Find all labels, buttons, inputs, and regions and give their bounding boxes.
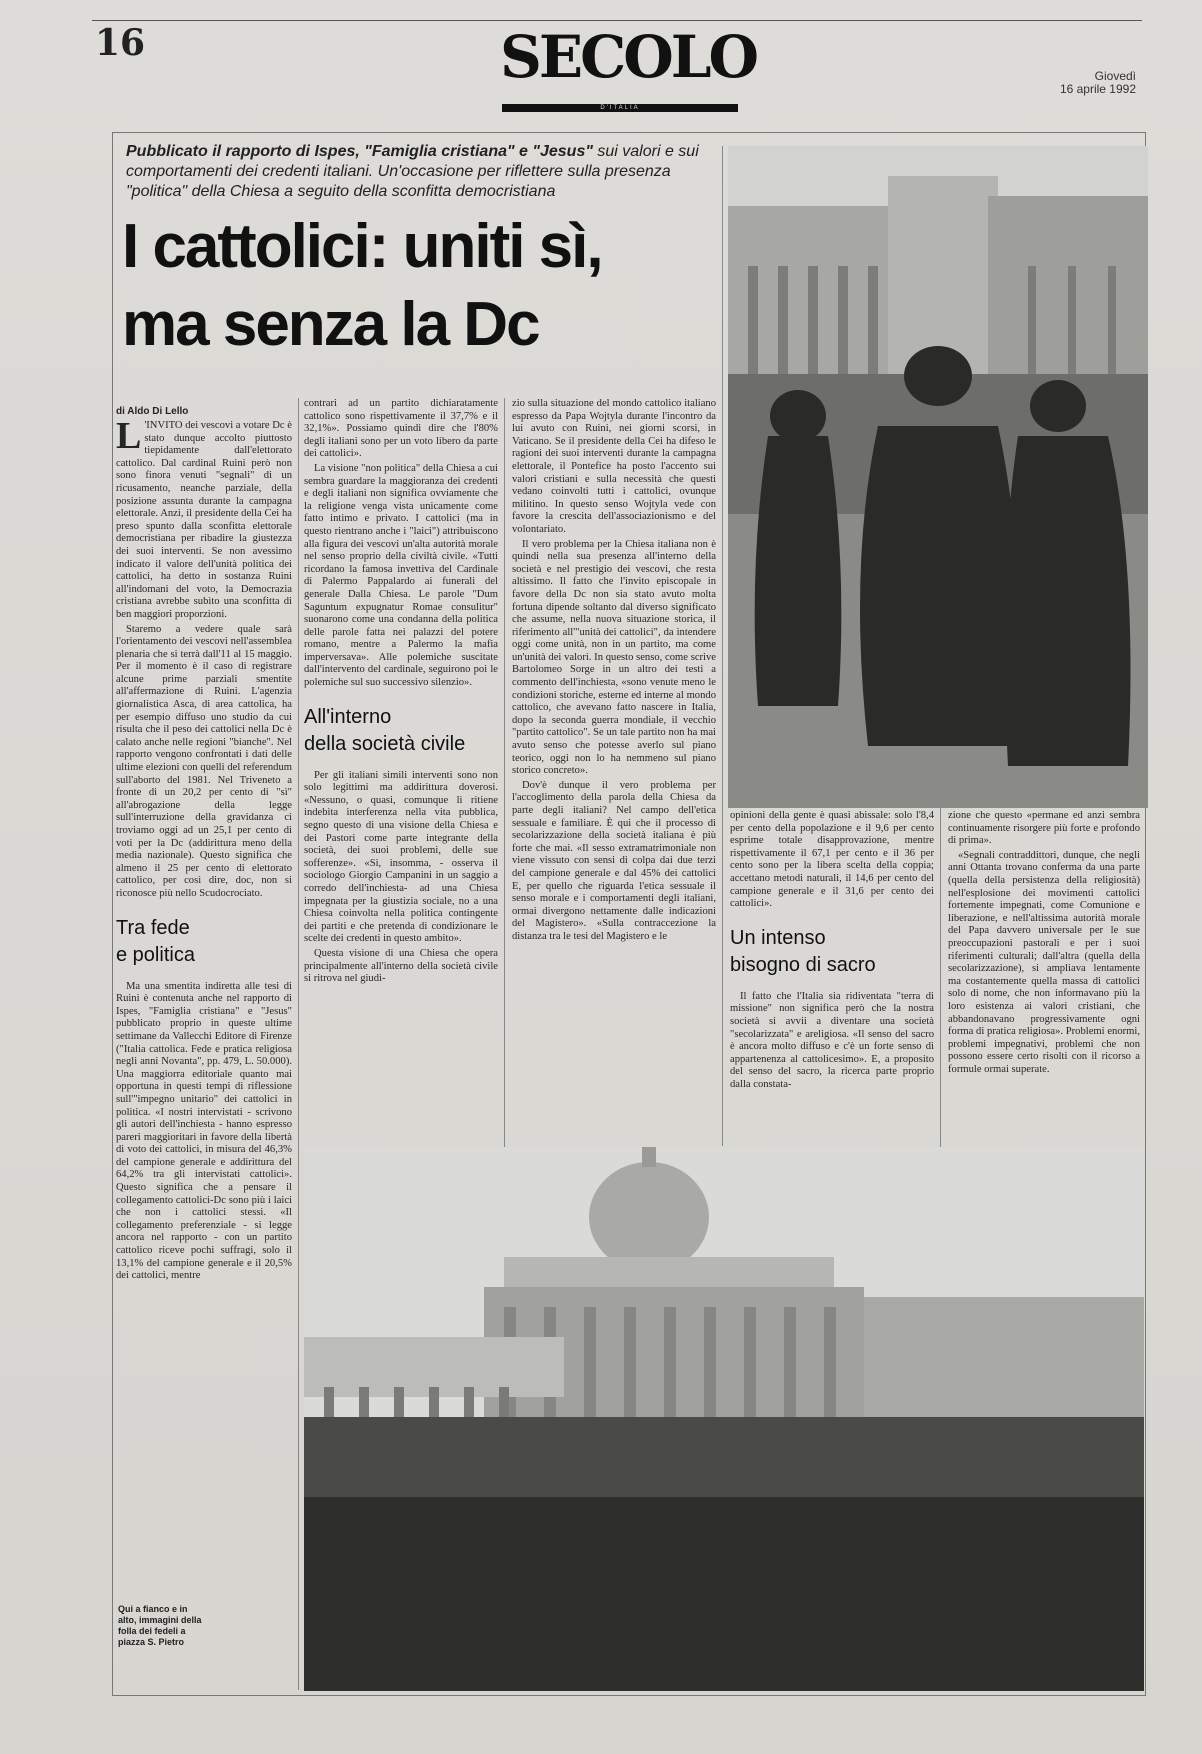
paragraph: Il vero problema per la Chiesa italiana non è quindi nella sua presenza all'interno della società e nel prestigio dei vescovi, che resta altissimo. Il fatto che l'invito episcopale in favore della Dc non sia stato avuto molta fortuna dipende soltanto dal diverso significato che assume, nella nuova situazione storica, il riferimento all'"unità dei cattolici", da intendere oggi come unità, non in un partito, ma come un'unità dei valori. In questo senso, come scrive Bartolomeo Sorge in un altro dei testi a commento dell'inchiesta, «sono venute meno le condizioni storiche, esterne ed interne al mondo cattolico, che avevano fatto nascere in Italia, dopo la seconda guerra mondiale, il vecchio "partito cattolico". Se un tale partito non ha mai avuto senso che potesse averlo sul piano teorico, oggi non lo ha nemmeno sul piano storico concreto».: [512, 538, 716, 777]
headline: [122, 208, 722, 364]
date: 16 aprile 1992: [1059, 82, 1136, 96]
paragraph: zione che questo «permane ed anzi sembra continuamente risorgere più forte e profondo di prima».: [948, 810, 1140, 847]
photo-st-peters-basilica-crowd: [304, 1147, 1144, 1691]
dateline: [1060, 70, 1136, 96]
photo-caption: Qui a fianco e in alto, immagini della folla dei fedeli a piazza S. Pietro: [118, 1604, 202, 1647]
paragraph: [116, 420, 292, 622]
subheading-line: Tra fede: [116, 916, 190, 939]
paragraph-text: 'INVITO dei vescovi a votare Dc è stato dunque accolto piuttosto tiepidamente dall'elettorato cattolico. Dal cardinal Ruini però non sono finora venuti "segnali" di un ricusamento, neanche parziale, della posizione assunta durante la campagna elettorale. Anzi, il presidente della Cei ha preso spunto dalla sconfitta elettorale democristiana per ribadire la giustezza dei suoi interventi. Se non avessimo indicato il valore dell'unità politica dei cattolici, ha detto in sostanza Ruini all'indomani del voto, la Democrazia cristiana avrebbe subìto una sconfitta di ben maggiori proporzioni.: [116, 420, 292, 620]
byline: di Aldo Di Lello: [116, 406, 189, 417]
paragraph: La visione "non politica" della Chiesa a cui sembra guardare la maggioranza dei credenti e degli italiani non significa ovviamente che la religione venga vista unicamente come fatto intimo e privato. I cattolici (ma in questo rientrano anche i "laici") attribuiscono alla figura dei vescovi un'alta autorità morale nel senso proprio della civiltà civile. «Tutti ricordano la famosa invettiva del Cardinale di Palermo Pappalardo ai funerali del generale Dalla Chiesa. Le parole "Dum Saguntum expugnatur Romae consulitur" suonarono come una condanna della politica delle parole fatta nei palazzi del potere romano, mentre a Palermo la mafia imperversava». Alle polemiche suscitate dall'intervento del cardinale, seguirono poi le polemiche sul suo successivo silenzio».: [304, 462, 498, 689]
article-column-3: [512, 398, 716, 1130]
paragraph: zio sulla situazione del mondo cattolico italiano espresso da Papa Wojtyla durante l'incontro da lui avuto con Ruini, nei giorni scorsi, in Vaticano. Se il presidente della Cei ha difeso le ragioni dei suoi interventi durante la campagna elettorale, il Pontefice ha posto l'accento sui valori cristiani e sulla necessità che questi vedano coinvolti tutti i cattolici, ovunque militino. In questo senso Wojtyla vede con favore la crescita dell'associazionismo e del volontariato.: [512, 398, 716, 535]
kicker-famiglia-cristiana: "Famiglia cristiana": [364, 143, 515, 160]
subheading-line: della società civile: [304, 732, 466, 755]
headline-line-2: ma senza la Dc: [122, 290, 539, 359]
paragraph: Il fatto che l'Italia sia ridiventata "terra di missione" non significa però che la nostra società si avvii a diventare una società "secolarizzata" e areligiosa. «Il senso del sacro è ancora molto diffuso e c'è un forte senso di appartenenza al cattolicesimo». E, a proposito del senso del sacro, la ricerca parte proprio dalla constata-: [730, 990, 934, 1090]
paragraph: «Segnali contraddittori, dunque, che negli anni Ottanta trovano conferma da una parte (quella della persistenza della religiosità) nell'esplosione dei movimenti cattolici fortemente impegnati, come Comunione e liberazione, e nell'altissima autorità morale del Papa davvero universale per le sue preoccupazioni pastorali e per i suoi riferimenti culturali; dall'altra (quella della secolarizzazione), si ampliava lentamente ma costantemente quella massa di cattolici solo di nome, che non informavano più la loro esistenza ai valori cristiani, che abbandonavano progressivamente ogni forma di pratica religiosa». Problemi enormi, problemi impegnativi, problemi che non possono essere certo risolti con il ricorso a formule ormai superate.: [948, 849, 1140, 1075]
subheading-line: e politica: [116, 943, 195, 966]
subheading: [730, 925, 934, 979]
subheading-line: Un intenso: [730, 926, 826, 949]
column-rule: [504, 398, 505, 1158]
subheading: [304, 704, 498, 758]
column-rule: [298, 398, 299, 1690]
kicker-jesus: "Jesus": [532, 143, 593, 160]
paragraph: Staremo a vedere quale sarà l'orientamento dei vescovi nell'assemblea plenaria che si terrà dall'11 al 15 maggio. Per il momento è il caso di registrare alcune prime parziali smentite all'affermazione di Ruini. L'agenzia giornalistica Asca, di area cattolica, ha per esempio diffuso uno studio da cui risulta che il peso dei cattolici nella Dc è calato anche nelle regioni "bianche". Nel rapporto vengono confrontati i dati delle ultime elezioni con quelli del referendum sull'aborto del 1981. Nel Triveneto a fronte di un 20,2 per cento di "sì" all'abrogazione della legge sull'interruzione della gravidanza ci troviamo oggi ad un 25,1 per cento di voti per la Dc (addirittura meno della media nazionale). Questo significa che almeno il 25 per cento di elettorato cattolico, per così dire, doc, non si riconosce più nello Scudocrociato.: [116, 623, 292, 899]
kicker-rest: sui valori e sui comportamenti dei credenti italiani. Un'occasione per riflettere sulla presenza "politica" della Chiesa a seguito della sconfitta democristiana: [126, 143, 699, 200]
article-kicker: [126, 142, 706, 202]
photo-illustration: [728, 146, 1148, 808]
kicker-and: e: [514, 143, 533, 160]
drop-cap: L: [116, 420, 142, 457]
column-rule: [722, 146, 723, 1146]
page-number: 16: [95, 22, 146, 64]
article-column-2: [304, 398, 498, 1130]
paragraph: opinioni della gente è quasi abissale: solo l'8,4 per cento della popolazione e il 9,6 per cento esprime totale disapprovazione, mentre rispettivamente il 67,1 per cento e il 36 per cento sono per la libera scelta della coppia; accettano metodi naturali, il 14,6 per cento del campione generale e il 31,6 per cento dei cattolici».: [730, 810, 934, 910]
photo-friars-in-st-peters-square: [728, 146, 1148, 808]
paragraph: Dov'è dunque il vero problema per l'accoglimento della parola della Chiesa da parte degli italiani? Nel campo dell'etica sessuale e familiare. È qui che il processo di secolarizzazione della società italiana è più forte che mai. «Il sesso extramatrimoniale non viene vissuto con sensi di colpa dai due terzi del campione generale e dal 45% dei cattolici E, per quello che riguarda l'etica sessuale il senso morale e i comportamenti degli italiani, ormai divergono nettamente dalle indicazioni del Magistero». «Sulla contraccezione la distanza tra le tesi del Magistero e le: [512, 779, 716, 942]
paragraph: contrari ad un partito dichiaratamente cattolico sono rispettivamente il 37,7% e il 32,1%». Possiamo quindi dire che l'80% degli italiani sono per un voto libero da parte dei cattolici».: [304, 398, 498, 460]
paragraph: Questa visione di una Chiesa che opera principalmente all'interno della società civile si ritrova nel giudi-: [304, 947, 498, 985]
kicker-lead: Pubblicato il rapporto di Ispes,: [126, 143, 365, 160]
article-column-5: [948, 810, 1140, 1142]
headline-line-1: I cattolici: uniti sì,: [122, 212, 602, 281]
date-day: Giovedì: [1094, 69, 1136, 83]
photo-illustration: [304, 1147, 1144, 1691]
header-rule: [92, 20, 1142, 21]
article-column-1: [116, 420, 292, 1360]
subheading-line: All'interno: [304, 705, 392, 728]
masthead: SECOLO: [500, 23, 757, 91]
paragraph: Per gli italiani simili interventi sono non solo legittimi ma addirittura doverosi. «Nessuno, o quasi, comunque li ritiene indebita interferenza nella vita pubblica, segno questo di una visione della Chiesa e dei Pastori come parte integrante della società, dei suoi problemi, delle sue sofferenze». «Si, insomma, - osserva il sociologo Giorgio Campanini in un saggio a corredo dell'inchiesta- ad una Chiesa impegnata per la giustizia sociale, no a una Chiesa coinvolta nella politica contingente dei partiti e che pretenda di condizionare le scelte dei credenti in questo ambito».: [304, 769, 498, 945]
paragraph: Ma una smentita indiretta alle tesi di Ruini è contenuta anche nel rapporto di Ispes, "Famiglia cristiana" e "Jesus" pubblicato proprio in queste ultime settimane da Vallecchi Editore di Firenze ("Italia cattolica. Fede e pratica religiosa negli anni Novanta", pp. 479, L. 50.000). Una maggiorra editoriale quanto mai opportuna in questi tempi di riflessione sull'"impegno unitario" dei cattolici in politica. «I nostri intervistati - scrivono gli autori dell'inchiesta - hanno espresso pareri maggioritari in favore della libertà di voto dei cattolici, in misura del 46,3% del campione generale e addirittura del 64,2% tra gli intervistati cattolici». Questo significa che a pensare il collegamento cattolici-Dc sono più i laici che non i cattolici stessi. «Il collegamento preferenziale - si legge ancora nel rapporto - con un partito cattolico riceve pochi suffragi, solo il 13,1% del campione generale e il 20,5% dei cattolici, mentre: [116, 980, 292, 1282]
article-column-4: [730, 810, 934, 1142]
subheading: [116, 915, 292, 969]
column-rule: [940, 808, 941, 1148]
subheading-line: bisogno di sacro: [730, 953, 876, 976]
masthead-subtitle: D'ITALIA: [600, 105, 640, 111]
